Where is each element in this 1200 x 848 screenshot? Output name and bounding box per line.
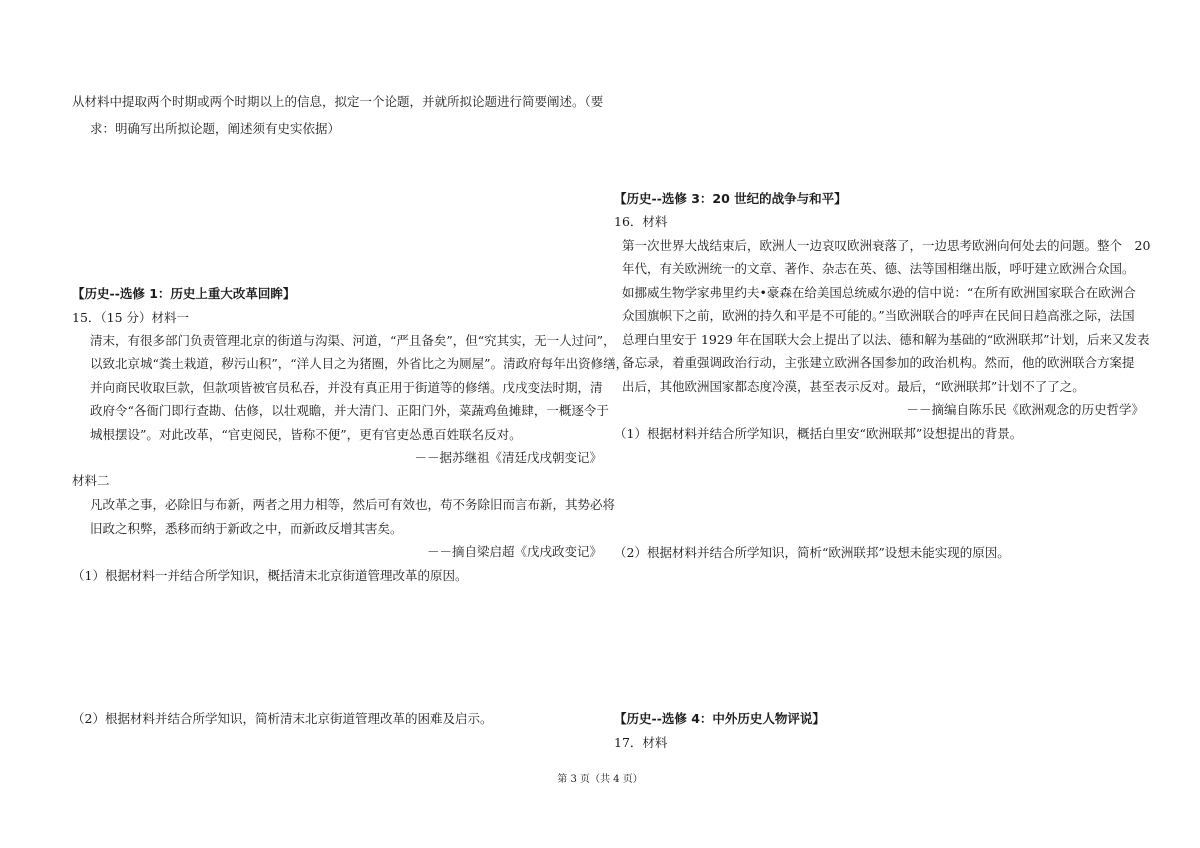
intro-text: 从材料中提取两个时期或两个时期以上的信息，拟定一个论题，并就所拟论题进行简要阐述。（要	[72, 94, 604, 109]
material-text: 如挪威生物学家弗里约夫•豪森在给美国总统威尔逊的信中说：“在所有欧洲国家联合在欧洲合	[622, 285, 1136, 300]
question-16-header: 16．材料	[614, 214, 668, 229]
material-text: 众国旗帜下之前，欧洲的持久和平是不可能的。”当欧洲联合的呼声在民间日趋高涨之际，法国	[622, 308, 1135, 323]
material-source: －－摘编自陈乐民《欧洲观念的历史哲学》	[906, 402, 1144, 417]
material-text: 备忘录，着重强调政治行动，主张建立欧洲各国参加的政治机构。然而，他的欧洲联合方案提	[622, 355, 1135, 370]
material-1-text: 并向商民收取巨款，但款项皆被官员私吞，并没有真正用于街道等的修缮。戊戌变法时期，清	[90, 380, 603, 395]
section-title-elective-3: 【历史--选修 3：20 世纪的战争与和平】	[614, 191, 847, 206]
material-1-text: 政府令“各衙门即行查勘、估修，以壮观瞻，并大清门、正阳门外，菜蔬鸡鱼摊肆，一概逐令于	[90, 403, 609, 418]
material-text: 年代，有关欧洲统一的文章、著作、杂志在英、德、法等国相继出版，呼吁建立欧洲合众国。	[622, 261, 1135, 276]
question-16-1: （1）根据材料并结合所学知识，概括白里安“欧洲联邦”设想提出的背景。	[614, 426, 1023, 441]
question-15-1: （1）根据材料一并结合所学知识，概括清末北京街道管理改革的原因。	[72, 568, 468, 583]
material-text: 第一次世界大战结束后，欧洲人一边哀叹欧洲衰落了，一边思考欧洲向何处去的问题。整个 20	[622, 238, 1151, 253]
material-1-text: 清末，有很多部门负责管理北京的街道与沟渠、河道，“严且备矣”，但“究其实，无一人过问”，	[90, 333, 616, 348]
material-1-text: 以致北京城“粪土栽道，秽污山积”，“洋人目之为猪圈，外省比之为厕屋”。清政府每年出资修缮，	[90, 356, 629, 371]
section-title-elective-4: 【历史--选修 4：中外历史人物评说】	[614, 711, 825, 726]
question-16-2: （2）根据材料并结合所学知识，简析“欧洲联邦”设想未能实现的原因。	[614, 545, 1010, 560]
question-15-header: 15．（15 分）材料一	[72, 310, 190, 325]
section-title-elective-1: 【历史--选修 1：历史上重大改革回眸】	[72, 286, 296, 301]
intro-text: 求：明确写出所拟论题，阐述须有史实依据）	[90, 121, 341, 136]
question-17-header: 17．材料	[614, 735, 668, 750]
material-text: 总理白里安于 1929 年在国联大会上提出了以法、德和解为基础的“欧洲联邦”计划，后来又发表	[622, 332, 1150, 347]
material-1-source: －－据苏继祖《清廷戊戌朝变记》	[414, 450, 602, 465]
material-2-text: 旧政之积弊，悉移而纳于新政之中，而新政反增其害矣。	[90, 521, 403, 536]
material-2-text: 凡改革之事，必除旧与布新，两者之用力相等，然后可有效也，苟不务除旧而言布新，其势必将	[90, 497, 616, 512]
material-2-source: －－摘自梁启超《戊戌政变记》	[426, 544, 602, 559]
page-footer: 第 3 页（共 4 页）	[557, 774, 643, 785]
material-1-text: 城根摆设”。对此改革，“官吏阅民，皆称不便”，更有官吏怂恿百姓联名反对。	[90, 427, 522, 442]
material-2-label: 材料二	[72, 473, 110, 488]
question-15-2: （2）根据材料并结合所学知识，简析清末北京街道管理改革的困难及启示。	[72, 711, 493, 726]
material-text: 出后，其他欧洲国家都态度冷漠，甚至表示反对。最后，“欧洲联邦”计划不了了之。	[622, 379, 1085, 394]
